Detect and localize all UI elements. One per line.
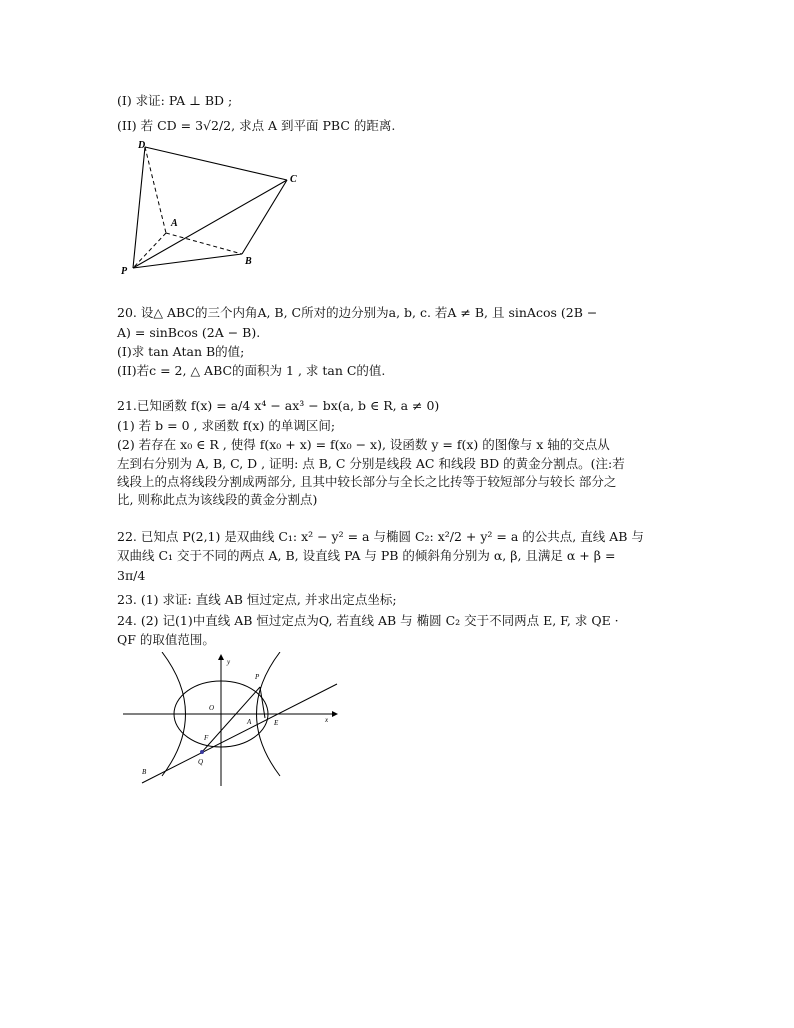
label-B: B [245, 256, 252, 267]
edge-PB [133, 254, 242, 268]
x-axis-arrow [332, 711, 338, 717]
edge-DP [133, 147, 145, 268]
point-Q [200, 750, 204, 754]
q20-line1: 20. 设△ ABC的三个内角A, B, C所对的边分别为a, b, c. 若A ≠ B, 且 sinAcos (2B − [117, 305, 598, 320]
q23-line1: 23. (1) 求证: 直线 AB 恒过定点, 并求出定点坐标; [117, 592, 397, 607]
q22-line2: 双曲线 C₁ 交于不同的两点 A, B, 设直线 PA 与 PB 的倾斜角分别为 α, β, 且满足 α + β = [117, 548, 616, 563]
q21-line5: 线段上的点将线段分割成两部分, 且其中较长部分与全长之比抟等于较短部分与较长 部分之 [117, 474, 617, 489]
label-y: y [227, 658, 231, 666]
label-E: E [274, 719, 279, 727]
label-D: D [138, 140, 146, 151]
q24-line2: QF 的取值范围。 [117, 632, 215, 647]
q21-line1: 21.已知函数 f(x) = a/4 x⁴ − ax³ − bx(a, b ∈ R, a ≠ 0) [117, 398, 440, 413]
label-B: B [142, 768, 147, 776]
label-Q: Q [198, 758, 204, 766]
conic-figure [120, 652, 340, 787]
edge-AP [133, 233, 166, 268]
label-F: F [204, 734, 209, 742]
q21-line4: 左到右分别为 A, B, C, D , 证明: 点 B, C 分别是线段 AC 和线段 BD 的黄金分割点。(注:若 [117, 456, 625, 471]
q22-line3: 3π/4 [117, 568, 146, 583]
edge-AB [166, 233, 242, 254]
edge-BC [242, 180, 287, 254]
line-PA [260, 687, 265, 718]
edge-DA [145, 147, 166, 233]
q19-part2: (II) 若 CD = 3√2/2, 求点 A 到平面 PBC 的距离. [117, 118, 396, 133]
q24-line1: 24. (2) 记(1)中直线 AB 恒过定点为Q, 若直线 AB 与 椭圆 C₂ 交于不同两点 E, F, 求 QE · [117, 613, 619, 628]
q20-line3: (I)求 tan Atan B的值; [117, 344, 245, 359]
line-AB [142, 684, 337, 783]
q21-line6: 比, 则称此点为该线段的黄金分割点) [117, 492, 318, 507]
label-O: O [209, 704, 215, 712]
label-x: x [325, 716, 329, 724]
label-P: P [255, 673, 260, 681]
label-A: A [247, 718, 252, 726]
line-PB [202, 687, 260, 752]
q22-line1: 22. 已知点 P(2,1) 是双曲线 C₁: x² − y² = a 与椭圆 C₂: x²/2 + y² = a 的公共点, 直线 AB 与 [117, 529, 644, 544]
edge-CD [145, 147, 287, 180]
q20-line4: (II)若c = 2, △ ABC的面积为 1 , 求 tan C的值. [117, 363, 386, 378]
label-C: C [290, 174, 297, 185]
edge-PC [133, 180, 287, 268]
label-P: P [121, 266, 128, 277]
q20-line2: A) = sinBcos (2A − B). [117, 325, 261, 340]
label-A: A [171, 218, 178, 229]
q21-line3: (2) 若存在 x₀ ∈ R , 使得 f(x₀ + x) = f(x₀ − x), 设函数 y = f(x) 的图像与 x 轴的交点从 [117, 437, 610, 452]
q19-part1: (I) 求证: PA ⊥ BD ; [117, 93, 233, 108]
pyramid-figure [118, 138, 308, 280]
q21-line2: (1) 若 b = 0 , 求函数 f(x) 的单调区间; [117, 418, 336, 433]
y-axis-arrow [218, 654, 224, 660]
